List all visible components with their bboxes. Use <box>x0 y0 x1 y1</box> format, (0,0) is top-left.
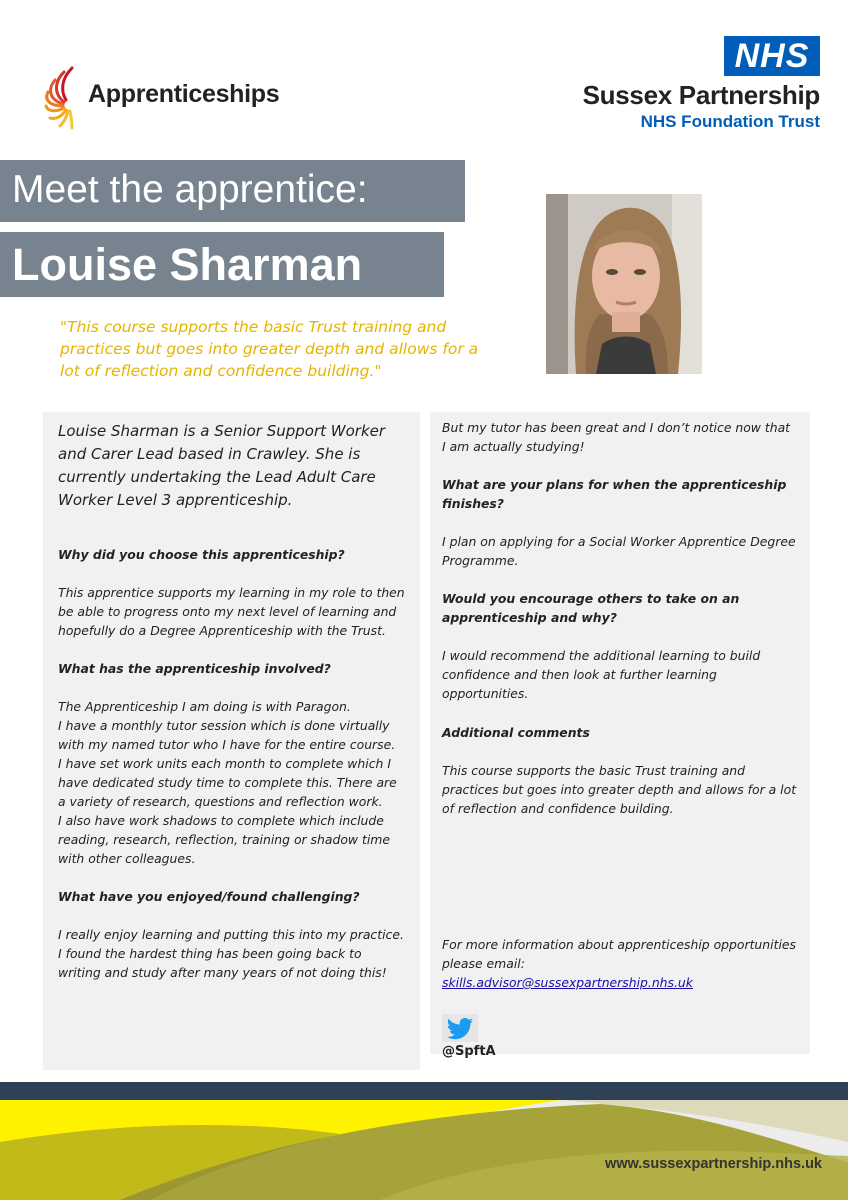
apprenticeships-logo-text: Apprenticeships <box>88 80 280 108</box>
answer-involved-tutor: I have a monthly tutor session which is done virtually with my named tutor who I have for the entire course. <box>58 718 396 752</box>
apprentice-name: Louise Sharman <box>12 239 363 290</box>
question-future-plans: What are your plans for when the apprenticeship finishes? <box>442 477 787 511</box>
twitter-icon[interactable] <box>442 1014 478 1042</box>
left-column <box>43 412 420 1070</box>
contact-email-line <box>442 973 797 992</box>
nhs-badge: NHS <box>724 36 820 76</box>
answer-enjoyed-continued: But my tutor has been great and I don’t notice now that I am actually studying! <box>442 420 791 454</box>
pull-quote: "This course supports the basic Trust training and practices but goes into greater depth and allows for a lot of reflection and confidence building." <box>60 318 479 380</box>
question-what-involved: What has the apprenticeship involved? <box>58 661 331 676</box>
right-column <box>430 412 810 1059</box>
question-encourage-others: Would you encourage others to take on an apprenticeship and why? <box>442 591 740 625</box>
intro-paragraph: Louise Sharman is a Senior Support Worker and Carer Lead based in Crawley. She is currently undertaking the Lead Adult Care Worker Level 3 apprenticeship. <box>58 422 386 509</box>
meet-apprentice-banner <box>0 160 465 222</box>
question-additional-comments: Additional comments <box>442 725 590 740</box>
twitter-handle[interactable]: @SpftA <box>442 1044 496 1059</box>
banner-title: Meet the apprentice: <box>12 168 368 211</box>
apprentice-photo <box>546 194 702 374</box>
sunburst-icon <box>42 64 88 130</box>
apprentice-name-banner <box>0 232 444 297</box>
answer-involved-paragon: The Apprenticeship I am doing is with Paragon. <box>58 699 351 714</box>
org-name: Sussex Partnership <box>582 80 820 110</box>
footer-website-link[interactable]: www.sussexpartnership.nhs.uk <box>604 1156 822 1172</box>
answer-enjoyed-challenging: I really enjoy learning and putting this into my practice. I found the hardest thing has been going back to writing and study after many years of not doing this! <box>58 927 404 980</box>
question-why-choose: Why did you choose this apprenticeship? <box>58 547 345 562</box>
answer-additional-comments: This course supports the basic Trust training and practices but goes into greater depth and allows for a lot of reflection and confidence building. <box>442 763 797 816</box>
answer-involved-shadows: I also have work shadows to complete which include reading, research, reflection, training or shadow time with other colleagues. <box>58 813 390 866</box>
footer-graphic <box>0 1082 848 1200</box>
answer-why-choose: This apprentice supports my learning in my role to then be able to progress onto my next level of learning and hopefully do a Degree Apprenticeship with the Trust. <box>58 585 405 638</box>
answer-future-plans: I plan on applying for a Social Worker Apprentice Degree Programme. <box>442 534 796 568</box>
contact-email-link[interactable]: skills.advisor@sussexpartnership.nhs.uk <box>442 975 693 990</box>
answer-involved-units: I have set work units each month to complete which I have dedicated study time to complete this. There are a variety of research, questions and reflection work. <box>58 756 397 809</box>
contact-text: For more information about apprenticeship opportunities please email: <box>442 937 796 971</box>
answer-encourage-others: I would recommend the additional learning to build confidence and then look at further learning opportunities. <box>442 648 761 701</box>
trust-name: NHS Foundation Trust <box>640 112 820 131</box>
nhs-logo <box>560 36 820 136</box>
question-enjoyed-challenging: What have you enjoyed/found challenging? <box>58 889 360 904</box>
apprenticeships-logo <box>42 64 282 134</box>
